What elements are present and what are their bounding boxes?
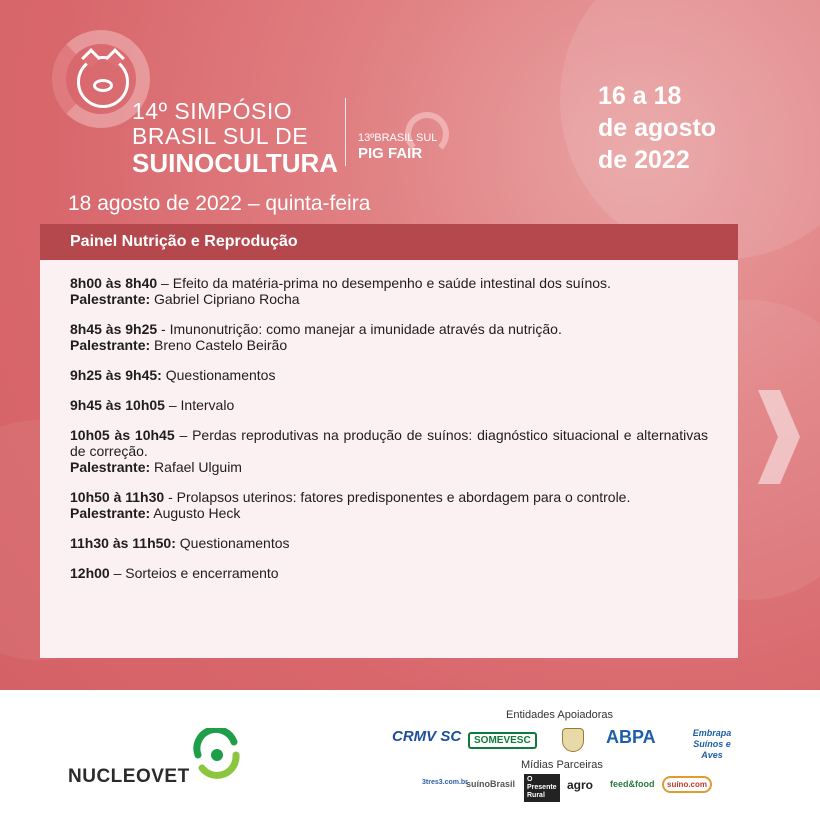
event-title-line3: SUINOCULTURA	[132, 148, 339, 178]
partner-logo: Embrapa Suínos e Aves	[692, 728, 732, 760]
pig-fair-line2: PIG FAIR	[358, 145, 423, 162]
schedule-sep: –	[174, 427, 193, 443]
schedule-time: 9h25 às 9h45:	[70, 367, 162, 383]
media-logo: agro	[567, 778, 594, 792]
schedule-time: 12h00	[70, 565, 110, 581]
event-dates	[598, 80, 716, 176]
media-logo: 3tres3.com.br	[422, 779, 468, 786]
schedule-sep: -	[157, 321, 170, 337]
schedule-time: 10h05 às 10h45	[70, 427, 175, 443]
schedule-desc: Questionamentos	[165, 367, 276, 383]
supporters-label: Entidades Apoiadoras	[506, 709, 614, 721]
schedule-time: 8h00 às 8h40	[70, 275, 158, 291]
schedule-time: 11h30 às 11h50:	[70, 535, 176, 551]
speaker-label: Palestrante:	[70, 337, 151, 353]
schedule-item	[70, 321, 708, 353]
schedule-desc: Sorteios e encerramento	[125, 565, 279, 581]
partner-logo: SOMEVESC	[468, 732, 537, 749]
pig-fair-title	[358, 133, 437, 161]
speaker-label: Palestrante:	[70, 505, 151, 521]
schedule-desc: Intervalo	[180, 397, 235, 413]
dates-line2: de agosto	[598, 114, 717, 142]
dates-line1: 16 a 18	[598, 82, 682, 110]
speaker-name: Breno Castelo Beirão	[150, 337, 288, 353]
media-logo: O Presente Rural	[524, 774, 560, 802]
media-logo: suíno.com	[662, 776, 712, 793]
schedule-time: 8h45 às 9h25	[70, 321, 158, 337]
pig-fair-line1: 13ºBRASIL SUL	[358, 132, 438, 144]
media-label: Mídias Parceiras	[521, 759, 603, 771]
partner-logo: CRMV SC	[392, 728, 462, 745]
schedule-panel	[40, 260, 738, 658]
schedule-item	[70, 535, 708, 551]
organizer-name: NUCLEOVET	[68, 766, 190, 787]
schedule-desc: Questionamentos	[179, 535, 290, 551]
event-title	[132, 100, 338, 176]
nucleovet-logo-icon	[190, 728, 244, 782]
schedule-sep: –	[164, 397, 181, 413]
schedule-item	[70, 565, 708, 581]
dates-line3: de 2022	[598, 146, 690, 174]
pig-logo-icon	[77, 56, 129, 108]
speaker-label: Palestrante:	[70, 459, 151, 475]
schedule-item	[70, 489, 708, 521]
schedule-item	[70, 427, 708, 475]
schedule-item	[70, 367, 708, 383]
media-logo: feed&food	[610, 779, 655, 789]
speaker-label: Palestrante:	[70, 291, 151, 307]
next-arrow-icon[interactable]	[754, 388, 802, 486]
partner-logo: ABPA	[606, 727, 656, 747]
schedule-desc: Prolapsos uterinos: fatores predisponentes e abordagem para o controle.	[176, 489, 631, 505]
header-divider	[345, 98, 346, 166]
schedule-desc: Perdas reprodutivas na produção de suínos: diagnóstico situacional e alternativas de correção.	[70, 427, 708, 459]
schedule-sep: –	[157, 275, 173, 291]
pig-snout	[93, 79, 113, 92]
schedule-time: 9h45 às 10h05	[70, 397, 165, 413]
schedule-sep: -	[164, 489, 177, 505]
schedule-time: 10h50 à 11h30	[70, 489, 165, 505]
speaker-name: Rafael Ulguim	[150, 459, 242, 475]
media-logo: suínoBrasil	[466, 779, 516, 789]
schedule-item	[70, 275, 708, 307]
schedule-desc: Efeito da matéria-prima no desempenho e saúde intestinal dos suínos.	[172, 275, 611, 291]
coat-of-arms-icon	[562, 728, 584, 752]
schedule-item	[70, 397, 708, 413]
event-title-line2: BRASIL SUL DE	[132, 123, 309, 149]
schedule-desc: Imunonutrição: como manejar a imunidade através da nutrição.	[169, 321, 562, 337]
panel-title: Painel Nutrição e Reprodução	[40, 224, 738, 260]
speaker-name: Gabriel Cipriano Rocha	[150, 291, 300, 307]
speaker-name: Augusto Heck	[150, 505, 241, 521]
schedule-sep: –	[109, 565, 126, 581]
event-title-line1: 14º SIMPÓSIO	[132, 98, 293, 124]
day-title: 18 agosto de 2022 – quinta-feira	[68, 192, 371, 215]
